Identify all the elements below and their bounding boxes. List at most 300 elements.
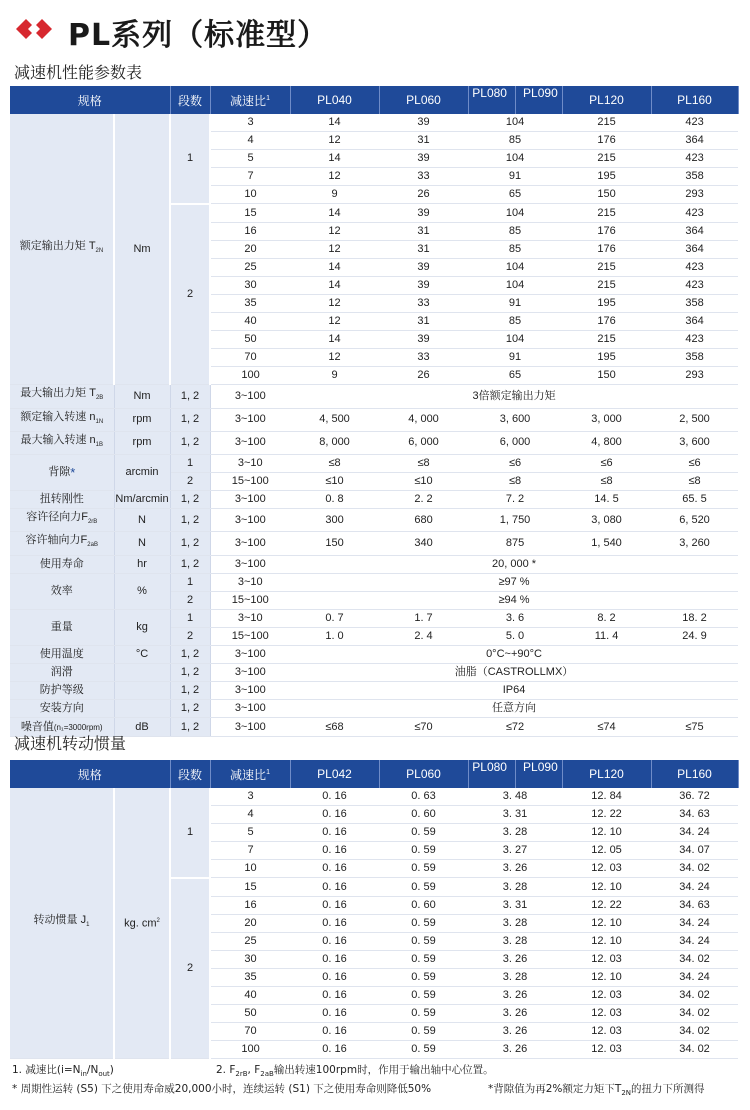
table-cell: 104 [468,258,562,276]
table-cell: ≤10 [290,473,379,491]
table-cell: ≤8 [562,473,651,491]
perf-table [10,86,739,737]
table-cell: 4, 000 [379,408,468,431]
table-cell: ≤70 [379,718,468,736]
table-cell: 12. 10 [562,878,651,896]
table-cell: 300 [290,509,379,532]
table-row [10,555,738,573]
row-label: 防护等级 [10,682,114,700]
table-cell: 20 [210,914,290,932]
table-cell: 16 [210,222,290,240]
table-cell: 1, 2 [170,555,210,573]
table-cell: 3. 28 [468,932,562,950]
table-cell: 34. 02 [651,950,738,968]
table-cell: 3. 28 [468,968,562,986]
table-cell: 14 [290,258,379,276]
table-cell: ≤8 [468,473,562,491]
table-cell: 6, 520 [651,509,738,532]
inertia-stage-1: 1 [170,788,210,878]
table-cell: 215 [562,114,651,132]
table-cell: 39 [379,114,468,132]
table-cell: 12. 10 [562,968,651,986]
table-cell: 0. 59 [379,968,468,986]
table-cell: 0. 16 [290,1005,379,1023]
table-cell: 0. 63 [379,788,468,806]
table-cell: 100 [210,367,290,385]
table-cell: 34. 02 [651,1041,738,1059]
table-cell: 4 [210,806,290,824]
table-cell: 1 [170,454,210,472]
table-cell: 423 [651,331,738,349]
table-cell: 12 [290,349,379,367]
table-cell: 0. 59 [379,1023,468,1041]
table-row [10,454,738,472]
table-cell: 3. 26 [468,860,562,878]
table-cell: 1, 2 [170,718,210,736]
table-cell: 3. 26 [468,1005,562,1023]
table-cell: 12 [290,168,379,186]
table-cell: 12 [290,240,379,258]
table-cell: 3~100 [210,491,290,509]
table-cell: 85 [468,132,562,150]
table-cell: 34. 02 [651,1005,738,1023]
table-cell: 358 [651,294,738,312]
table-cell: 0. 16 [290,842,379,860]
table-cell: 12. 84 [562,788,651,806]
table-cell: 176 [562,132,651,150]
table-cell: 0. 16 [290,878,379,896]
table-cell: 358 [651,349,738,367]
table-row [10,385,738,408]
table-cell: 195 [562,168,651,186]
table-cell: 30 [210,950,290,968]
table-cell: 3~100 [210,555,290,573]
inertia-section-title: 减速机转动惯量 [14,734,127,753]
table-cell: IP64 [290,682,738,700]
table-cell: 8, 000 [290,431,379,454]
table-cell: 423 [651,114,738,132]
model-header-2: PL060 [379,86,468,114]
table-cell: ≤75 [651,718,738,736]
table-cell: 85 [468,240,562,258]
inertia-spec-header: 规格 [10,760,170,788]
table-row [10,431,738,454]
torque-unit: Nm [114,114,170,385]
table-cell: 12. 03 [562,1023,651,1041]
table-cell: 3~100 [210,509,290,532]
table-cell: 3 [210,114,290,132]
table-cell: 91 [468,168,562,186]
table-cell: 34. 24 [651,914,738,932]
table-cell: 0. 16 [290,968,379,986]
model-header-1: PL040 [290,86,379,114]
table-cell: 12. 10 [562,824,651,842]
table-cell: 34. 07 [651,842,738,860]
table-cell: 12. 10 [562,932,651,950]
table-cell: 39 [379,150,468,168]
table-cell: 12. 05 [562,842,651,860]
table-cell: 1, 2 [170,664,210,682]
table-cell [114,700,170,718]
table-cell: 15 [210,878,290,896]
inertia-unit: kg. $cm^2$ [114,788,170,1059]
brand-logo-icon [14,14,54,44]
table-cell: 215 [562,331,651,349]
table-cell: 0. 59 [379,860,468,878]
table-cell: 364 [651,132,738,150]
table-cell: ≤6 [468,454,562,472]
table-cell: 215 [562,258,651,276]
ratio-header-label: 减速比 [230,93,267,108]
table-cell: 3, 600 [651,431,738,454]
table-row [10,682,738,700]
stage-2: 2 [170,204,210,385]
table-cell: 104 [468,150,562,168]
table-cell: ≤10 [379,473,468,491]
table-cell: 33 [379,349,468,367]
table-row [10,491,738,509]
table-cell: ≤8 [290,454,379,472]
table-row [10,646,738,664]
table-cell: 3~100 [210,700,290,718]
torque-label: 额定输出力矩 $T_{2N}$ [10,114,114,385]
inertia-model-header-1: PL042 [290,760,379,788]
table-cell: 2, 500 [651,408,738,431]
table-cell: 35 [210,294,290,312]
table-cell: 0. 16 [290,824,379,842]
table-cell: 50 [210,1005,290,1023]
table-cell: 4, 800 [562,431,651,454]
row-label: 扭转刚性 [10,491,114,509]
table-cell: 3. 26 [468,950,562,968]
table-cell: 195 [562,349,651,367]
table-cell: 3~10 [210,609,290,627]
table-cell: 9 [290,186,379,204]
inertia-stage-2: 2 [170,878,210,1059]
table-cell: 0. 16 [290,950,379,968]
table-cell: 0. 16 [290,860,379,878]
row-label: 容许径向力$F_{2rB}$ [10,509,114,532]
table-cell: rpm [114,408,170,431]
table-cell: 1, 2 [170,682,210,700]
table-cell: ≤8 [651,473,738,491]
eff-label: 效率 [10,573,114,609]
table-cell: 34. 02 [651,860,738,878]
table-cell: 3~100 [210,385,290,408]
table-cell: 0. 59 [379,914,468,932]
table-cell: 176 [562,240,651,258]
table-cell: 15 [210,204,290,222]
table-cell: 0. 16 [290,1041,379,1059]
table-cell: 1, 2 [170,491,210,509]
table-cell: 39 [379,276,468,294]
inertia-model-header-3 [468,760,562,788]
table-cell: 293 [651,367,738,385]
table-cell: 34. 63 [651,896,738,914]
table-cell: 26 [379,186,468,204]
row-label: 润滑 [10,664,114,682]
table-cell: 20 [210,240,290,258]
spec-header: 规格 [10,86,170,114]
table-cell: ≥97 % [290,573,738,591]
table-cell: 1, 2 [170,646,210,664]
footnote-4: *背隙值为再2%额定力矩下$T_{2N}$的扭力下所测得 [488,1083,705,1098]
table-cell: 1. 0 [290,628,379,646]
table-cell: 14 [290,150,379,168]
table-cell: 0. 60 [379,806,468,824]
table-cell: 65 [468,367,562,385]
table-cell: 104 [468,331,562,349]
table-cell: 25 [210,258,290,276]
table-cell: 12. 03 [562,1041,651,1059]
table-cell: 33 [379,294,468,312]
table-cell: 0. 7 [290,609,379,627]
table-cell: 12 [290,313,379,331]
table-cell: 91 [468,294,562,312]
table-cell: 150 [290,532,379,555]
table-cell: 39 [379,331,468,349]
table-cell: 1, 2 [170,385,210,408]
table-cell: 1, 2 [170,700,210,718]
table-cell: 3~100 [210,408,290,431]
table-cell: 31 [379,222,468,240]
table-cell: 12. 10 [562,914,651,932]
inertia-model-header-3a: PL080 [472,760,507,774]
footnote-3: * 周期性运转 (S5) 下之使用寿命威20,000小时，连续运转 (S1) 下之使用寿命则降低50% [12,1083,432,1095]
table-cell: 14 [290,204,379,222]
table-row [10,788,738,806]
table-cell: 3. 28 [468,914,562,932]
ratio-header-sup: 1 [266,94,270,102]
table-cell: 85 [468,313,562,331]
footnote-2: 2. $F_{2rB}$, $F_{2aB}$输出转速100rpm时，作用于输出轴中心位置。 [216,1064,494,1079]
table-cell: 0. 16 [290,914,379,932]
table-cell: 50 [210,331,290,349]
table-cell: dB [114,718,170,736]
table-cell: 3. 28 [468,878,562,896]
table-cell: ≤8 [379,454,468,472]
table-cell: 1 [170,609,210,627]
table-cell: 0. 59 [379,1041,468,1059]
table-cell: 1, 2 [170,532,210,555]
table-cell: 12. 03 [562,1005,651,1023]
table-cell: 5 [210,150,290,168]
table-cell: 6, 000 [379,431,468,454]
table-cell: ≤74 [562,718,651,736]
table-cell: 12 [290,132,379,150]
table-cell: 3~100 [210,664,290,682]
table-cell: ≥94 % [290,591,738,609]
table-cell: 18. 2 [651,609,738,627]
table-cell: 34. 24 [651,968,738,986]
table-cell: 10 [210,860,290,878]
table-cell: 0. 16 [290,987,379,1005]
table-cell: 40 [210,987,290,1005]
table-cell: 2. 4 [379,628,468,646]
table-cell: 12 [290,294,379,312]
inertia-model-header-2: PL060 [379,760,468,788]
table-cell: 150 [562,367,651,385]
table-cell: 364 [651,313,738,331]
table-cell: 16 [210,896,290,914]
table-cell: 34. 24 [651,824,738,842]
inertia-ratio-header [210,760,290,788]
table-cell: 215 [562,276,651,294]
perf-section-title: 减速机性能参数表 [14,63,143,82]
table-cell [114,664,170,682]
table-row [10,114,738,132]
table-cell: 20, 000 * [290,555,738,573]
row-label: 安装方向 [10,700,114,718]
table-cell: 0. 8 [290,491,379,509]
table-cell: 423 [651,276,738,294]
table-cell: 34. 24 [651,878,738,896]
table-cell: 423 [651,258,738,276]
table-cell: 423 [651,150,738,168]
table-cell: 6, 000 [468,431,562,454]
table-row [10,700,738,718]
model-header-3b: PL090 [523,86,558,100]
row-label: 使用寿命 [10,555,114,573]
stage-1: 1 [170,114,210,204]
table-cell: 9 [290,367,379,385]
table-cell: 3. 31 [468,896,562,914]
table-cell: 104 [468,114,562,132]
table-cell: 3. 27 [468,842,562,860]
table-cell: ≤6 [562,454,651,472]
row-label: 额定输入转速 $n_{1N}$ [10,408,114,431]
table-cell: 4 [210,132,290,150]
table-cell: 34. 02 [651,1023,738,1041]
table-cell: 11. 4 [562,628,651,646]
table-cell: 3~100 [210,532,290,555]
backlash-label: 背隙* [10,454,114,490]
row-label: 最大输入转速 $n_{1B}$ [10,431,114,454]
table-cell: 40 [210,313,290,331]
inertia-model-header-3b: PL090 [523,760,558,774]
table-cell: 34. 02 [651,987,738,1005]
table-cell: 14 [290,276,379,294]
table-cell: 0. 16 [290,932,379,950]
table-cell: 0°C~+90°C [290,646,738,664]
inertia-ratio-header-sup: 1 [266,768,270,776]
table-cell: 15~100 [210,473,290,491]
table-cell: 1, 2 [170,431,210,454]
table-cell: 任意方向 [290,700,738,718]
table-cell: 2 [170,591,210,609]
table-cell: 3~10 [210,573,290,591]
table-cell: 24. 9 [651,628,738,646]
table-cell: 10 [210,186,290,204]
table-row [10,532,738,555]
table-cell: 31 [379,240,468,258]
page-title: PL系列（标准型） [68,18,329,53]
table-cell: 14. 5 [562,491,651,509]
table-cell: 12. 03 [562,987,651,1005]
table-cell: 0. 59 [379,878,468,896]
table-cell: 364 [651,240,738,258]
table-cell: 91 [468,349,562,367]
table-cell: 3. 6 [468,609,562,627]
table-cell: 65. 5 [651,491,738,509]
table-cell: 215 [562,150,651,168]
table-cell: 340 [379,532,468,555]
table-cell: 3~100 [210,682,290,700]
table-row [10,509,738,532]
table-cell: 0. 59 [379,842,468,860]
table-cell: 0. 16 [290,1023,379,1041]
table-cell: 0. 59 [379,824,468,842]
table-cell: 3~100 [210,431,290,454]
table-cell: 1, 2 [170,408,210,431]
table-cell: 8. 2 [562,609,651,627]
table-cell: 3~10 [210,454,290,472]
table-cell: ≤6 [651,454,738,472]
table-cell: 100 [210,1041,290,1059]
stage-header: 段数 [170,86,210,114]
table-cell: 195 [562,294,651,312]
table-cell: 680 [379,509,468,532]
model-header-5: PL160 [651,86,738,114]
table-cell: 3. 26 [468,987,562,1005]
table-cell: 1. 7 [379,609,468,627]
table-cell: 4, 500 [290,408,379,431]
table-cell: 12. 03 [562,950,651,968]
table-cell: 1, 540 [562,532,651,555]
table-row [10,664,738,682]
table-cell: N [114,509,170,532]
table-cell: 215 [562,204,651,222]
table-cell: 70 [210,349,290,367]
inertia-model-header-4: PL120 [562,760,651,788]
table-cell: 0. 16 [290,896,379,914]
table-cell: 2 [170,473,210,491]
footnote-row-1 [12,1062,494,1079]
table-cell: 3, 080 [562,509,651,532]
table-cell: 12. 03 [562,860,651,878]
table-cell: 150 [562,186,651,204]
row-label: 容许轴向力$F_{2aB}$ [10,532,114,555]
table-cell: 3, 260 [651,532,738,555]
table-cell: 7. 2 [468,491,562,509]
table-cell: 30 [210,276,290,294]
table-cell: 35 [210,968,290,986]
backlash-unit: arcmin [114,454,170,490]
table-cell: 5. 0 [468,628,562,646]
table-cell: 12. 22 [562,896,651,914]
table-cell: 14 [290,331,379,349]
ratio-header [210,86,290,114]
table-cell: 3. 28 [468,824,562,842]
table-cell: 0. 59 [379,987,468,1005]
table-cell: 14 [290,114,379,132]
table-cell: 875 [468,532,562,555]
page-header [0,0,750,58]
table-cell: 34. 24 [651,932,738,950]
table-cell: 0. 16 [290,806,379,824]
table-cell: 0. 59 [379,1005,468,1023]
table-cell: 1, 2 [170,509,210,532]
footnote-1: 1. 减速比$(i=N_{in}/N_{out})$ [12,1064,114,1079]
table-cell: 31 [379,132,468,150]
table-cell: ≤72 [468,718,562,736]
table-cell: rpm [114,431,170,454]
inertia-header-row [10,760,738,788]
table-cell: 364 [651,222,738,240]
table-cell: 31 [379,313,468,331]
inertia-stage-header: 段数 [170,760,210,788]
table-cell: 3. 48 [468,788,562,806]
